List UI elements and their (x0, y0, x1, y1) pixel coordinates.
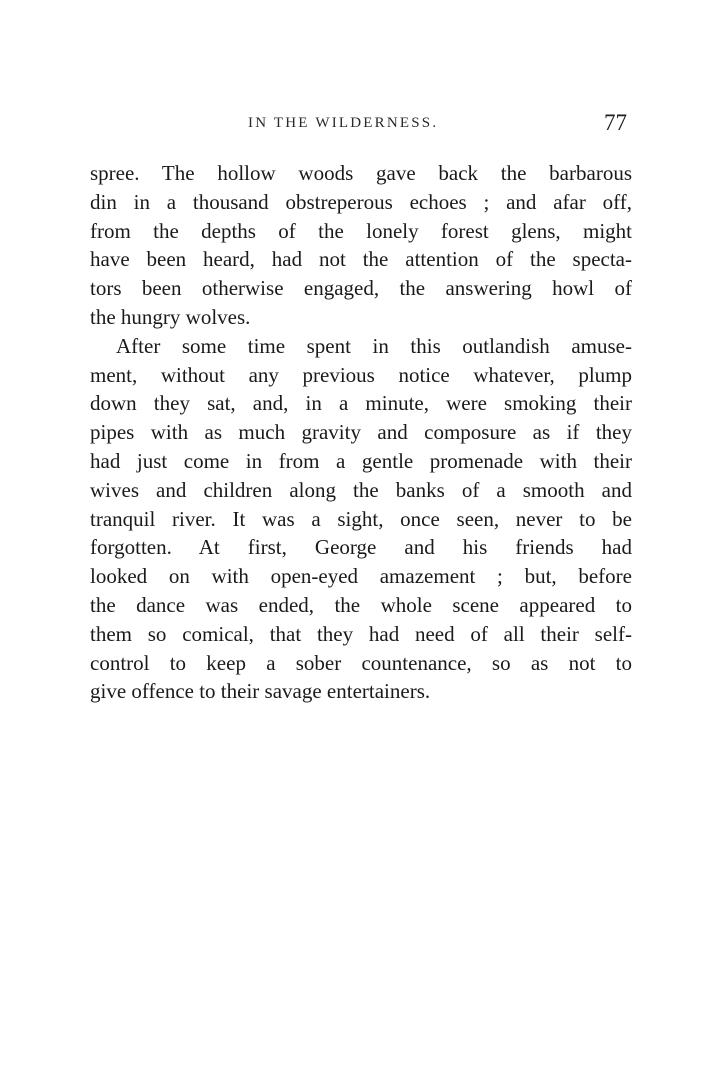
text-line: din in a thousand obstreperous echoes ; and afar off, (90, 189, 632, 214)
text-line: looked on with open-eyed amazement ; but, before (90, 564, 632, 589)
text-line: After some time spent in this outlandish amuse- (116, 333, 632, 358)
text-line: had just come in from a gentle promenade with their (90, 448, 632, 473)
text-line: give offence to their savage entertainers. (90, 679, 431, 704)
paragraph-1 (90, 159, 632, 332)
text-line: have been heard, had not the attention of the specta- (90, 247, 632, 272)
text-line: tranquil river. It was a sight, once seen, never to be (90, 506, 632, 531)
text-line: the dance was ended, the whole scene appeared to (90, 592, 632, 617)
text-line: them so comical, that they had need of all their self- (90, 621, 632, 646)
text-line: control to keep a sober countenance, so as not to (90, 650, 632, 675)
text-line: wives and children along the banks of a smooth and (90, 477, 632, 502)
body-text (90, 159, 632, 706)
text-line: spree. The hollow woods gave back the barbarous (90, 161, 632, 185)
text-line: tors been otherwise engaged, the answering howl of (90, 276, 632, 301)
text-line: ment, without any previous notice whatever, plump (90, 362, 632, 387)
paragraph-2 (90, 332, 632, 706)
text-line: the hungry wolves. (90, 304, 251, 329)
text-line: pipes with as much gravity and composure as if they (90, 420, 632, 445)
page-number: 77 (604, 110, 627, 135)
text-line: from the depths of the lonely forest glens, might (90, 218, 632, 243)
text-line: forgotten. At first, George and his friends had (90, 535, 632, 560)
text-line: down they sat, and, in a minute, were smoking their (90, 391, 632, 416)
running-head: IN THE WILDERNESS. (248, 115, 439, 131)
